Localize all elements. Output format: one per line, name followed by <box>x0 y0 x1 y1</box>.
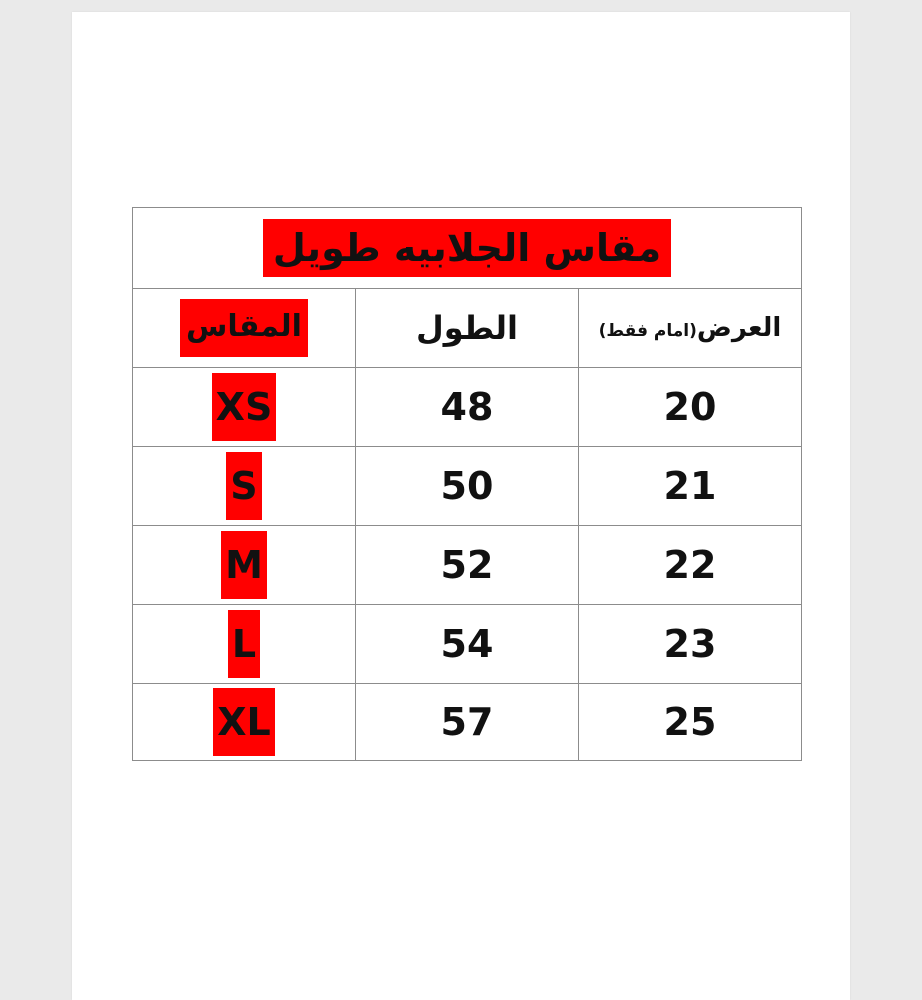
size-cell <box>133 447 356 526</box>
width-cell <box>578 605 801 684</box>
table-row <box>133 526 802 605</box>
width-cell <box>578 368 801 447</box>
size-header-cell <box>133 289 356 368</box>
size-label: XS <box>212 373 277 441</box>
table-row <box>133 447 802 526</box>
size-label: L <box>228 610 260 678</box>
length-value: 48 <box>440 385 494 429</box>
length-cell <box>355 368 578 447</box>
table-row <box>133 605 802 684</box>
width-header-cell <box>578 289 801 368</box>
title-row <box>133 208 802 289</box>
table-title: مقاس الجلابيه طويل <box>263 219 671 277</box>
size-label: XL <box>213 688 275 756</box>
width-value: 22 <box>663 543 717 587</box>
header-row <box>133 289 802 368</box>
width-value: 25 <box>663 700 717 744</box>
length-value: 52 <box>440 543 494 587</box>
size-label: M <box>221 531 267 599</box>
length-cell <box>355 526 578 605</box>
width-header-note: (امام فقط) <box>598 321 697 341</box>
size-cell <box>133 684 356 761</box>
width-column-header <box>598 313 782 343</box>
width-cell <box>578 684 801 761</box>
size-chart-table <box>132 207 802 761</box>
size-column-header: المقاس <box>180 299 308 357</box>
width-value: 21 <box>663 464 717 508</box>
size-cell <box>133 368 356 447</box>
length-value: 57 <box>440 700 494 744</box>
length-cell <box>355 605 578 684</box>
length-cell <box>355 447 578 526</box>
size-cell <box>133 526 356 605</box>
length-cell <box>355 684 578 761</box>
width-cell <box>578 526 801 605</box>
length-value: 54 <box>440 622 494 666</box>
width-cell <box>578 447 801 526</box>
width-value: 23 <box>663 622 717 666</box>
length-column-header: الطول <box>415 309 518 347</box>
table-row <box>133 368 802 447</box>
length-header-cell <box>355 289 578 368</box>
size-cell <box>133 605 356 684</box>
title-cell <box>133 208 802 289</box>
width-header-label: العرض <box>696 313 782 343</box>
table-row <box>133 684 802 761</box>
length-value: 50 <box>440 464 494 508</box>
size-label: S <box>226 452 261 520</box>
width-value: 20 <box>663 385 717 429</box>
